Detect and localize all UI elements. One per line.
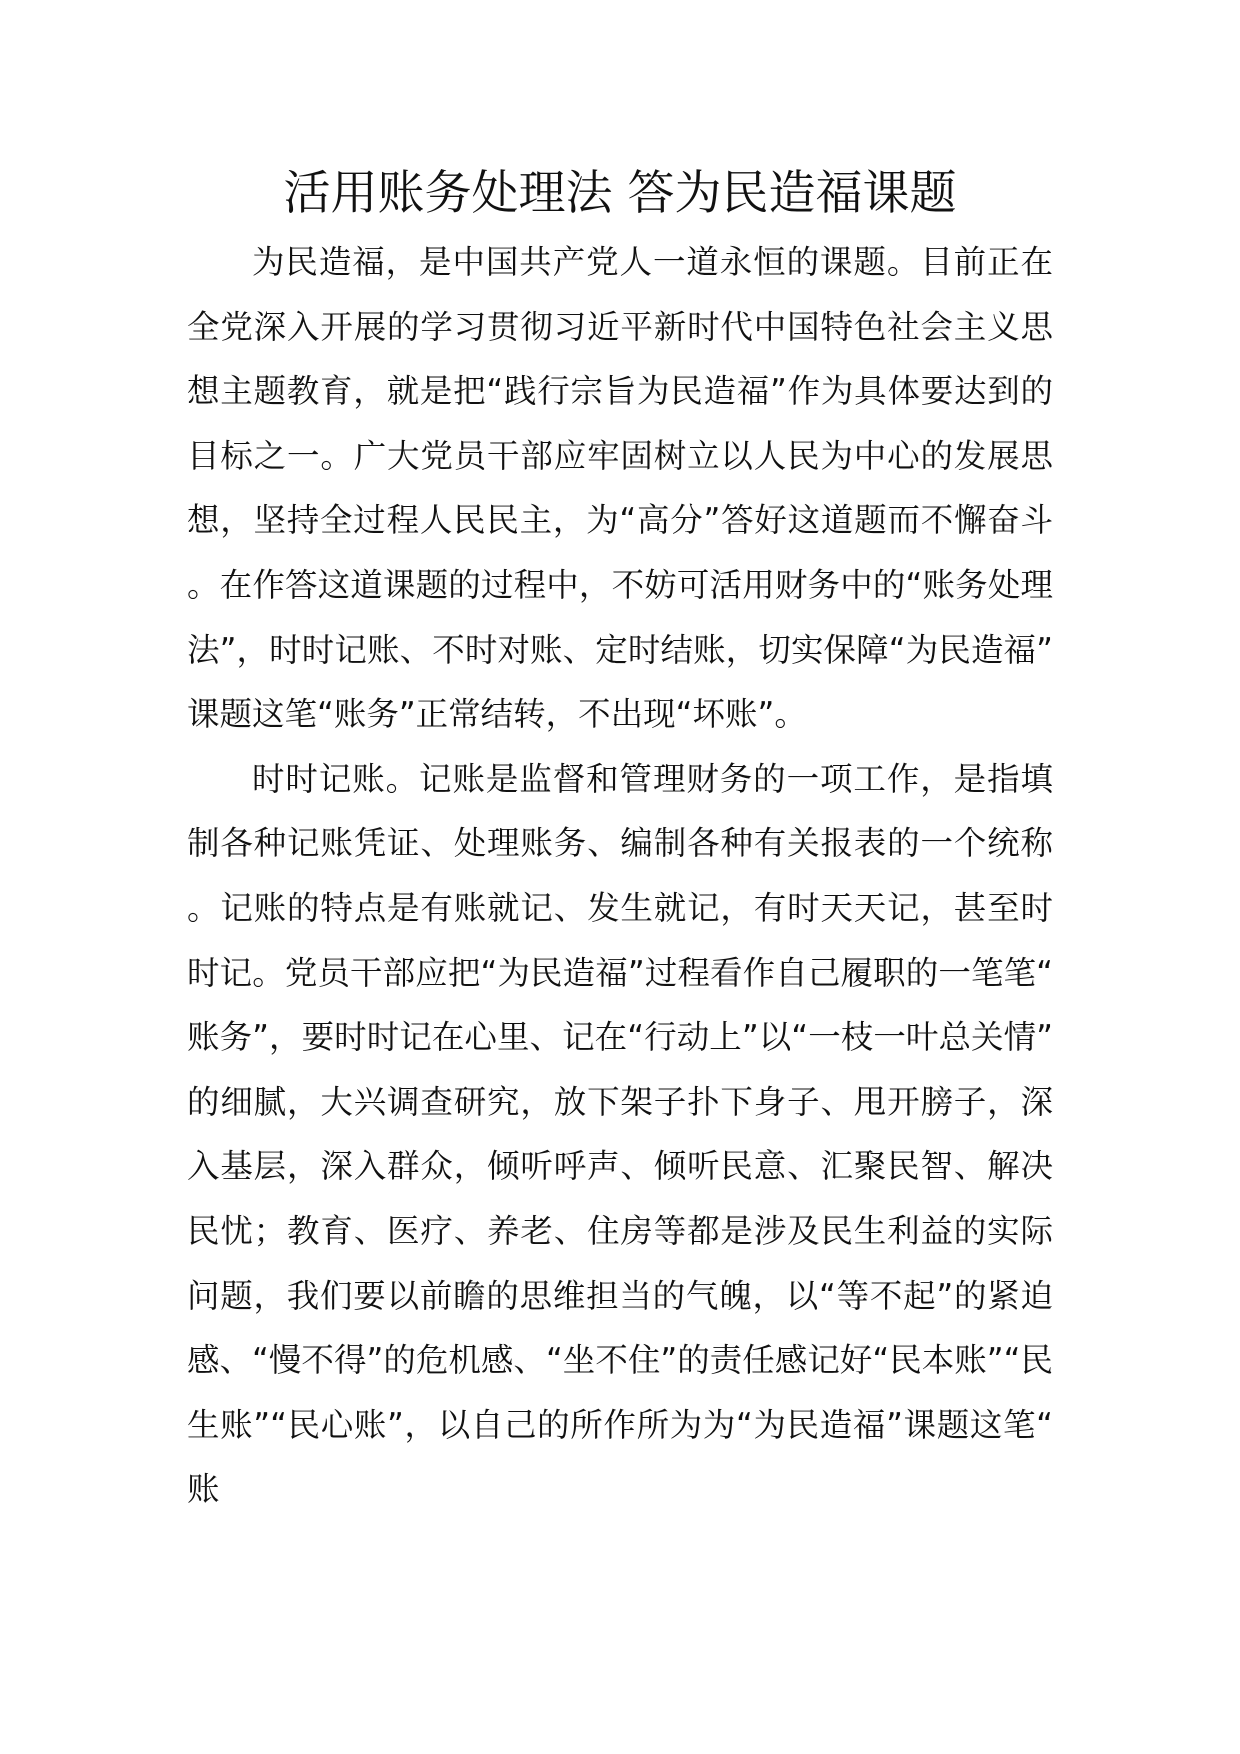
paragraph-intro: 为民造福，是中国共产党人一道永恒的课题。目前正在全党深入开展的学习贯彻习近平新时代中国特色社会主义思想主题教育，就是把“践行宗旨为民造福”作为具体要达到的目标之一。广大党员干部应牢固树立以人民为中心的发展思想，坚持全过程人民民主，为“高分”答好这道题而不懈奋斗。在作答这道课题的过程中，不妨可活用财务中的“账务处理法”，时时记账、不时对账、定时结账，切实保障“为民造福”课题这笔“账务”正常结转，不出现“坏账”。 [187,243,1053,734]
document-body [187,230,1053,1522]
paragraph-record-accounts: 时时记账。记账是监督和管理财务的一项工作，是指填制各种记账凭证、处理账务、编制各种有关报表的一个统称。记账的特点是有账就记、发生就记，有时天天记，甚至时时记。党员干部应把“为民造福”过程看作自己履职的一笔笔“账务”，要时时记在心里、记在“行动上”以“一枝一叶总关情”的细腻，大兴调查研究，放下架子扑下身子、甩开膀子，深入基层，深入群众，倾听呼声、倾听民意、汇聚民智、解决民忧；教育、医疗、养老、住房等都是涉及民生利益的实际问题，我们要以前瞻的思维担当的气魄，以“等不起”的紧迫感、“慢不得”的危机感、“坐不住”的责任感记好“民本账”“民生账”“民心账”，以自己的所作所为为“为民造福”课题这笔“账 [187,759,1053,1509]
document-title: 活用账务处理法 答为民造福课题 [283,166,957,221]
